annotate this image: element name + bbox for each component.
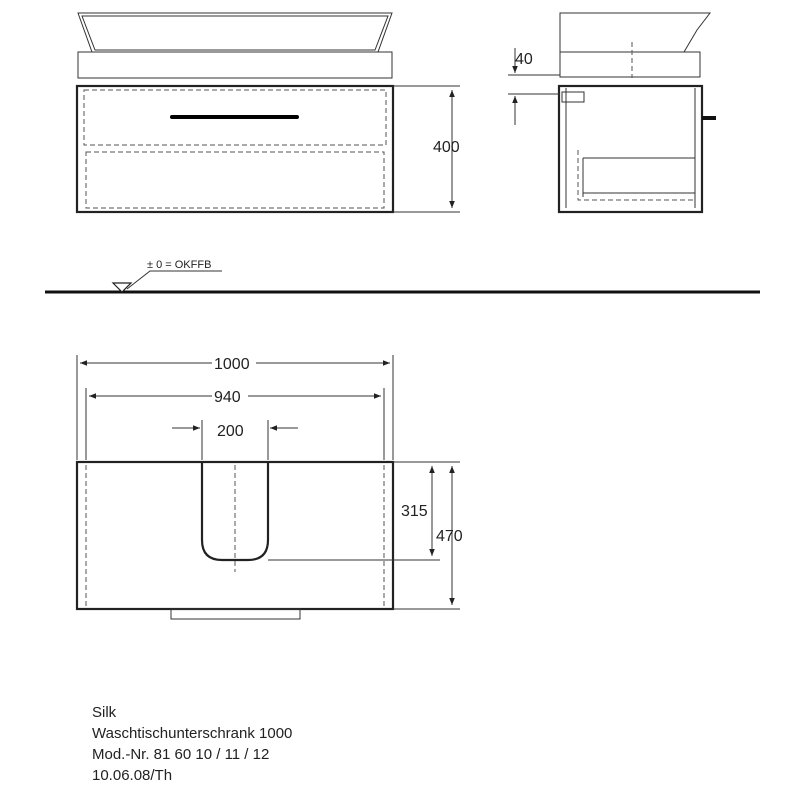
top-thickness-label: 40 xyxy=(515,51,533,68)
cutout-depth-label: 315 xyxy=(401,503,428,520)
cutout-width-label: 200 xyxy=(217,423,244,440)
side-basin xyxy=(560,13,710,52)
front-basin xyxy=(78,13,392,52)
floor-reference xyxy=(45,259,760,292)
product-line: Silk xyxy=(92,704,117,721)
inner-width-label: 940 xyxy=(214,389,241,406)
front-cabinet-body xyxy=(77,86,393,212)
height-dimension-label: 400 xyxy=(433,139,460,156)
product-name: Waschtischunterschrank 1000 xyxy=(92,725,293,742)
model-number: Mod.-Nr. 81 60 10 / 11 / 12 xyxy=(92,746,270,763)
side-countertop xyxy=(560,52,700,77)
side-view xyxy=(508,13,716,212)
date-code: 10.06.08/Th xyxy=(92,767,173,784)
title-block xyxy=(92,702,292,786)
floor-reference-label: ± 0 = OKFFB xyxy=(147,259,212,271)
front-view xyxy=(77,13,460,212)
depth-label: 470 xyxy=(436,528,463,545)
front-countertop xyxy=(78,52,392,78)
plan-plinth xyxy=(171,609,300,619)
total-width-label: 1000 xyxy=(214,356,250,373)
plan-view xyxy=(77,353,463,619)
